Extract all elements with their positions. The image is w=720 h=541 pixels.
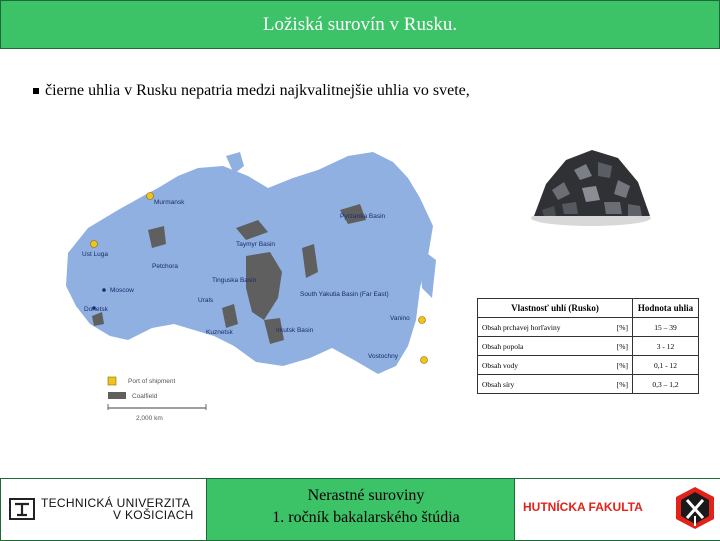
- cell-value: 0,1 - 12: [633, 356, 699, 375]
- cell-unit: [%]: [604, 318, 633, 337]
- label-urals: Urals: [198, 297, 214, 304]
- table-header-property: Vlastnosť uhlí (Rusko): [478, 299, 633, 318]
- slide-title: Ložiská surovín v Rusku.: [262, 13, 458, 35]
- cell-unit: [%]: [604, 356, 633, 375]
- label-tinguska: Tinguska Basin: [212, 277, 257, 284]
- cell-property: Obsah vody: [478, 356, 605, 375]
- cell-unit: [%]: [604, 337, 633, 356]
- table-row: [478, 356, 699, 375]
- bullet-icon: [33, 88, 39, 94]
- coal-properties-table: [477, 298, 699, 394]
- label-irkutsk: Irkutsk Basin: [276, 327, 314, 334]
- port-ust-luga-icon: [91, 241, 98, 248]
- legend-port-icon: [108, 377, 116, 385]
- course-info: [231, 487, 501, 527]
- label-vanino: Vanino: [390, 315, 410, 322]
- cell-property: Obsah popola: [478, 337, 605, 356]
- cell-unit: [%]: [604, 375, 633, 394]
- cell-value: 3 - 12: [633, 337, 699, 356]
- label-donetsk: Donetsk: [84, 306, 108, 313]
- university-name: [41, 497, 194, 521]
- university-name-line2: V KOŠICIACH: [113, 508, 194, 522]
- course-subtitle: 1. ročník bakalarského štúdia: [272, 509, 460, 526]
- scale-label: 2,000 km: [136, 415, 163, 422]
- label-vostochny: Vostochny: [368, 353, 398, 360]
- russia-coal-map: [48, 148, 448, 438]
- coal-pile-image: [522, 140, 660, 230]
- university-brand: [1, 479, 207, 540]
- label-petchora: Petchora: [152, 263, 179, 270]
- legend-coalfield-swatch: [108, 392, 126, 399]
- kamchatka: [420, 248, 436, 298]
- faculty-logo-icon: [675, 486, 715, 530]
- legend-port-label: Port of shipment: [128, 378, 176, 385]
- label-ust-luga: Ust Luga: [82, 251, 109, 258]
- label-south-yakutia: South Yakutia Basin (Far East): [300, 291, 389, 298]
- bullet-point: [33, 82, 470, 100]
- label-murmansk: Murmansk: [154, 199, 185, 206]
- slide-footer: [0, 478, 720, 541]
- label-pyrzanka: Pyrzanka Basin: [340, 213, 386, 220]
- university-name-line1: TECHNICKÁ UNIVERZITA: [41, 496, 191, 510]
- cell-value: 0,3 – 1,2: [633, 375, 699, 394]
- label-kuznetsk: Kuznetsk: [206, 329, 233, 336]
- faculty-name: HUTNÍCKA FAKULTA: [523, 500, 643, 514]
- table-row: [478, 318, 699, 337]
- port-murmansk-icon: [147, 193, 154, 200]
- slide-header: [0, 0, 720, 49]
- port-vanino-icon: [419, 317, 426, 324]
- table-row: [478, 375, 699, 394]
- tuke-logo-icon: [9, 497, 35, 521]
- faculty-brand: [514, 479, 720, 540]
- port-vostochny-icon: [421, 357, 428, 364]
- label-moscow: Moscow: [110, 287, 134, 294]
- legend-coalfield-label: Coalfield: [132, 393, 158, 400]
- label-taymyr: Taymyr Basin: [236, 241, 276, 248]
- course-title: Nerastné suroviny: [307, 487, 425, 504]
- table-row: [478, 337, 699, 356]
- city-moscow-dot: [102, 288, 106, 292]
- cell-property: Obsah síry: [478, 375, 605, 394]
- bullet-text: čierne uhlia v Rusku nepatria medzi najkvalitnejšie uhlia vo svete,: [45, 82, 470, 99]
- table-header-value: Hodnota uhlia: [633, 299, 699, 318]
- cell-value: 15 – 39: [633, 318, 699, 337]
- cell-property: Obsah prchavej horľaviny: [478, 318, 605, 337]
